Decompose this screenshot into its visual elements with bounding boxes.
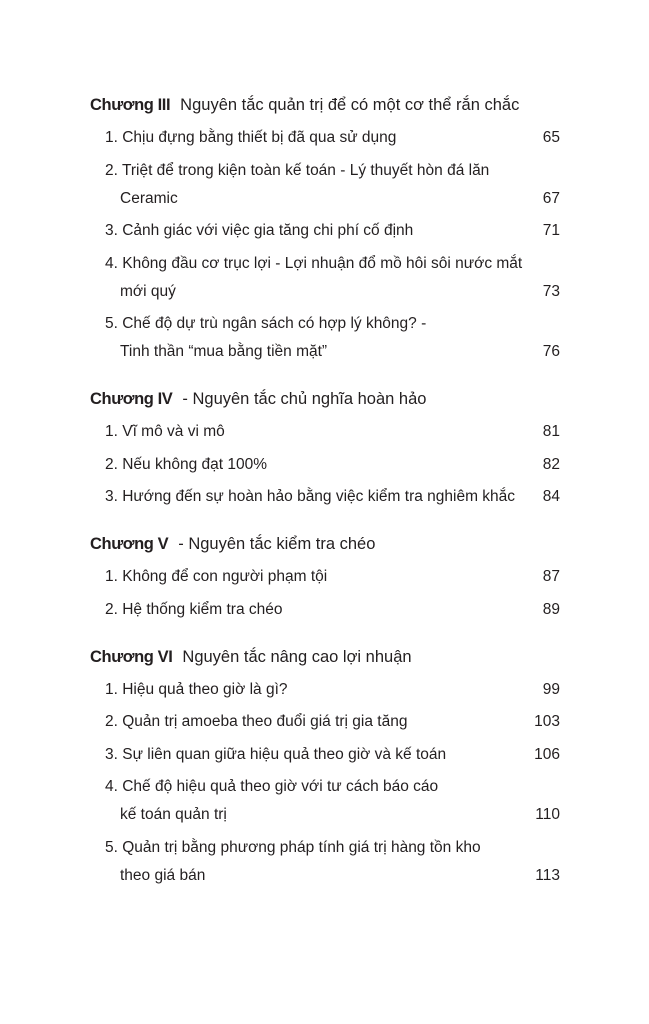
- toc-entry: [90, 418, 560, 446]
- entry-title-line: Ceramic: [120, 189, 178, 207]
- entry-title-line: 5. Quản trị bằng phương pháp tính giá trị hàng tồn kho: [105, 838, 481, 856]
- entry-title-line: 3. Sự liên quan giữa hiệu quả theo giờ và kế toán: [105, 745, 447, 763]
- toc-entry: [90, 483, 560, 511]
- entry-title: [105, 708, 526, 736]
- page-number: 71: [542, 222, 560, 239]
- toc-entry: [90, 250, 560, 306]
- toc-entry: [90, 708, 560, 736]
- toc-entry: [90, 773, 560, 829]
- entry-title-line: Tinh thần “mua bằng tiền mặt”: [120, 343, 328, 360]
- toc-entry: [90, 834, 560, 890]
- chapter-label: Chương VI: [90, 647, 173, 666]
- page-number: 99: [542, 680, 560, 698]
- entry-title: [105, 451, 535, 479]
- entry-title: [105, 563, 535, 591]
- entry-title-line: theo giá bán: [120, 866, 206, 884]
- toc-entry: [90, 217, 560, 245]
- toc-entry: [90, 563, 560, 591]
- chapter-section: [90, 644, 560, 890]
- entry-title: [105, 676, 535, 704]
- entry-title-line: kế toán quản trị: [120, 806, 227, 823]
- entry-title: [105, 483, 535, 511]
- page-number: 81: [542, 423, 560, 440]
- chapter-section: [90, 386, 560, 511]
- toc-entry: [90, 596, 560, 624]
- entry-title-line: 1. Không để con người phạm tội: [105, 568, 328, 585]
- entry-title: [105, 741, 526, 769]
- entry-title-line: 5. Chế độ dự trù ngân sách có hợp lý không? -: [105, 315, 427, 332]
- page-number: 65: [542, 129, 560, 146]
- entry-title-line: 1. Chịu đựng bằng thiết bị đã qua sử dụng: [105, 129, 397, 146]
- table-of-contents: [90, 92, 560, 910]
- chapter-section: [90, 531, 560, 624]
- entry-title: [105, 124, 535, 152]
- chapter-title: Nguyên tắc quản trị để có một cơ thể rắn chắc: [180, 96, 520, 114]
- entry-title-line: 2. Quản trị amoeba theo đuổi giá trị gia tăng: [105, 713, 408, 730]
- entry-title: [105, 157, 535, 213]
- chapter-label: Chương III: [90, 96, 171, 114]
- entry-title: [105, 310, 535, 366]
- entry-title: [105, 217, 535, 245]
- entry-title-line: 4. Chế độ hiệu quả theo giờ với tư cách báo cáo: [105, 778, 439, 795]
- entry-title-line: 4. Không đầu cơ trục lợi - Lợi nhuận đổ mồ hôi sôi nước mắt: [105, 254, 523, 272]
- entry-title-line: 1. Hiệu quả theo giờ là gì?: [105, 680, 288, 698]
- chapter-heading: [90, 644, 560, 670]
- chapter-title: - Nguyên tắc chủ nghĩa hoàn hảo: [182, 390, 427, 408]
- toc-entry: [90, 124, 560, 152]
- entry-title: [105, 596, 535, 624]
- page-number: 84: [542, 488, 560, 505]
- entry-title: [105, 834, 527, 890]
- entry-title-line: mới quý: [120, 282, 176, 300]
- page-number: 103: [534, 713, 560, 730]
- page-number: 89: [542, 600, 560, 618]
- page-number: 73: [542, 282, 560, 300]
- chapter-heading: [90, 531, 560, 557]
- page-number: 106: [534, 745, 560, 763]
- page-number: 67: [542, 189, 560, 207]
- entry-title-line: 1. Vĩ mô và vi mô: [105, 423, 225, 440]
- chapter-section: [90, 92, 560, 366]
- toc-entry: [90, 451, 560, 479]
- chapter-title: Nguyên tắc nâng cao lợi nhuận: [182, 647, 412, 666]
- page-number: 82: [542, 455, 560, 473]
- entry-title-line: 2. Triệt để trong kiện toàn kế toán - Lý thuyết hòn đá lăn: [105, 161, 490, 179]
- page-number: 110: [535, 806, 560, 823]
- page-number: 113: [535, 866, 560, 884]
- toc-entry: [90, 676, 560, 704]
- chapter-title: - Nguyên tắc kiểm tra chéo: [178, 535, 376, 553]
- chapter-label: Chương V: [90, 535, 169, 553]
- entry-title-line: 3. Cảnh giác với việc gia tăng chi phí cố định: [105, 222, 414, 239]
- entry-title-line: 3. Hướng đến sự hoàn hảo bằng việc kiểm tra nghiêm khắc: [105, 488, 516, 505]
- entry-title-line: 2. Hệ thống kiểm tra chéo: [105, 600, 283, 618]
- chapter-heading: [90, 92, 560, 118]
- entry-title: [105, 773, 527, 829]
- toc-entry: [90, 310, 560, 366]
- toc-entry: [90, 741, 560, 769]
- chapter-heading: [90, 386, 560, 412]
- page-number: 76: [542, 343, 560, 360]
- entry-title: [105, 418, 535, 446]
- page-number: 87: [542, 568, 560, 585]
- toc-entry: [90, 157, 560, 213]
- chapter-label: Chương IV: [90, 390, 173, 408]
- entry-title: [105, 250, 535, 306]
- entry-title-line: 2. Nếu không đạt 100%: [105, 455, 268, 473]
